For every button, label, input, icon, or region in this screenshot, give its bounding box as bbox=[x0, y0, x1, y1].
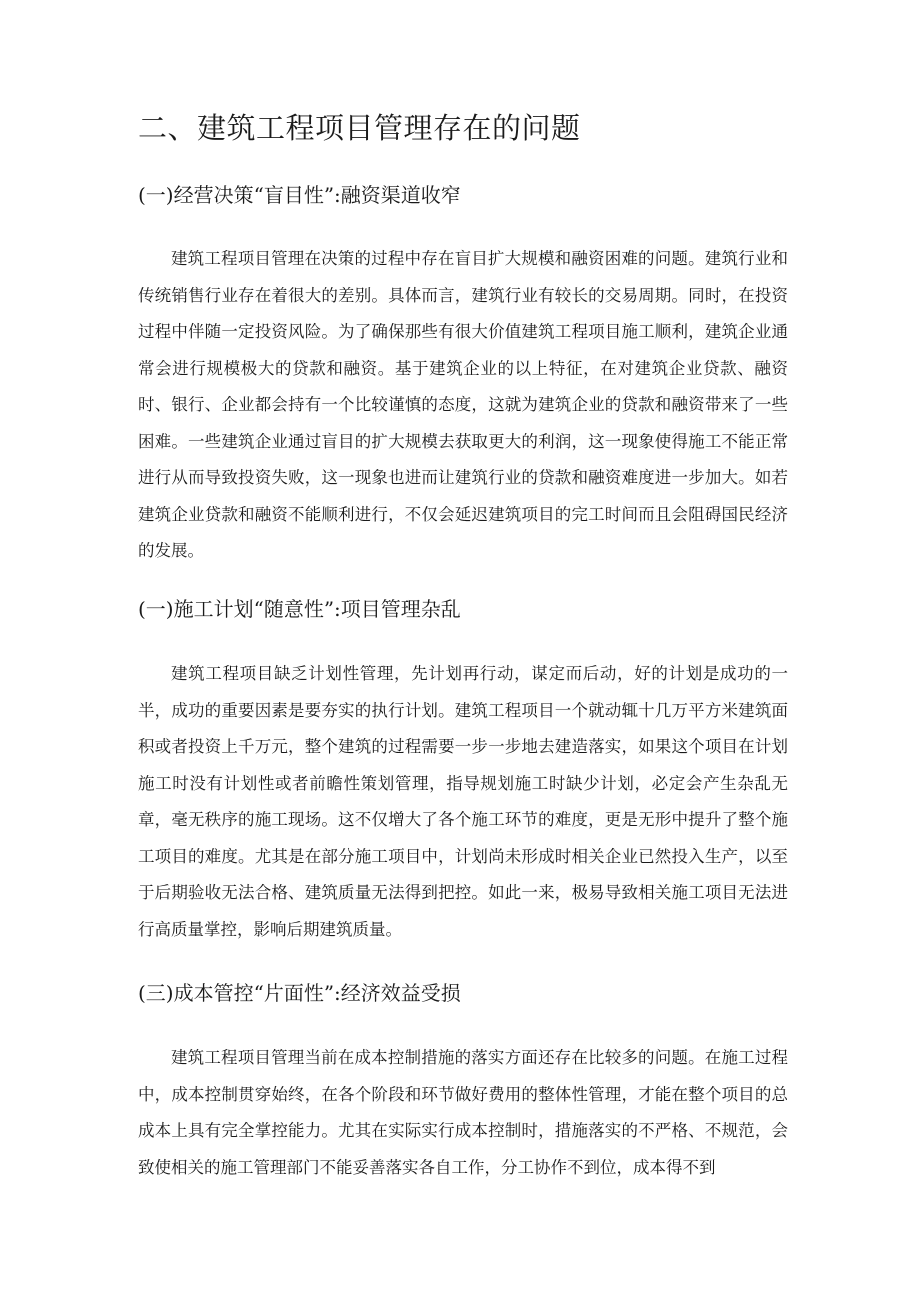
section-paragraph-3: 建筑工程项目管理当前在成本控制措施的落实方面还存在比较多的问题。在施工过程中，成本控制贯穿始终，在各个阶段和环节做好费用的整体性管理，才能在整个项目的总成本上具有完全掌控能力。尤其在实际实行成本控制时，措施落实的不严格、不规范，会致使相关的施工管理部门不能妥善落实各自工作，分工协作不到位，成本得不到 bbox=[138, 1048, 788, 1177]
page-title: 二、建筑工程项目管理存在的问题 bbox=[138, 111, 581, 145]
section-paragraph-2: 建筑工程项目缺乏计划性管理，先计划再行动，谋定而后动，好的计划是成功的一半，成功的重要因素是要夯实的执行计划。建筑工程项目一个就动辄十几万平方米建筑面积或者投资上千万元，整个建筑的过程需要一步一步地去建造落实，如果这个项目在计划施工时没有计划性或者前瞻性策划管理，指导规划施工时缺少计划，必定会产生杂乱无章，毫无秩序的施工现场。这不仅增大了各个施工环节的难度，更是无形中提升了整个施工项目的难度。尤其是在部分施工项目中，计划尚未形成时相关企业已然投入生产，以至于后期验收无法合格、建筑质量无法得到把控。如此一来，极易导致相关施工项目无法进行高质量掌控，影响后期建筑质量。 bbox=[138, 664, 788, 939]
section-heading-3: (三)成本管控“片面性”:经济效益受损 bbox=[138, 981, 461, 1005]
section-heading-2: (一)施工计划“随意性”:项目管理杂乱 bbox=[138, 597, 461, 621]
section-heading-1: (一)经营决策“盲目性”:融资渠道收窄 bbox=[138, 183, 461, 207]
section-paragraph-1: 建筑工程项目管理在决策的过程中存在盲目扩大规模和融资困难的问题。建筑行业和传统销售行业存在着很大的差别。具体而言，建筑行业有较长的交易周期。同时，在投资过程中伴随一定投资风险。为了确保那些有很大价值建筑工程项目施工顺利，建筑企业通常会进行规模极大的贷款和融资。基于建筑企业的以上特征，在对建筑企业贷款、融资时、银行、企业都会持有一个比较谨慎的态度，这就为建筑企业的贷款和融资带来了一些困难。一些建筑企业通过盲目的扩大规模去获取更大的利润，这一现象使得施工不能正常进行从而导致投资失败，这一现象也进而让建筑行业的贷款和融资难度进一步加大。如若建筑企业贷款和融资不能顺利进行，不仅会延迟建筑项目的完工时间而且会阻碍国民经济的发展。 bbox=[138, 249, 788, 560]
